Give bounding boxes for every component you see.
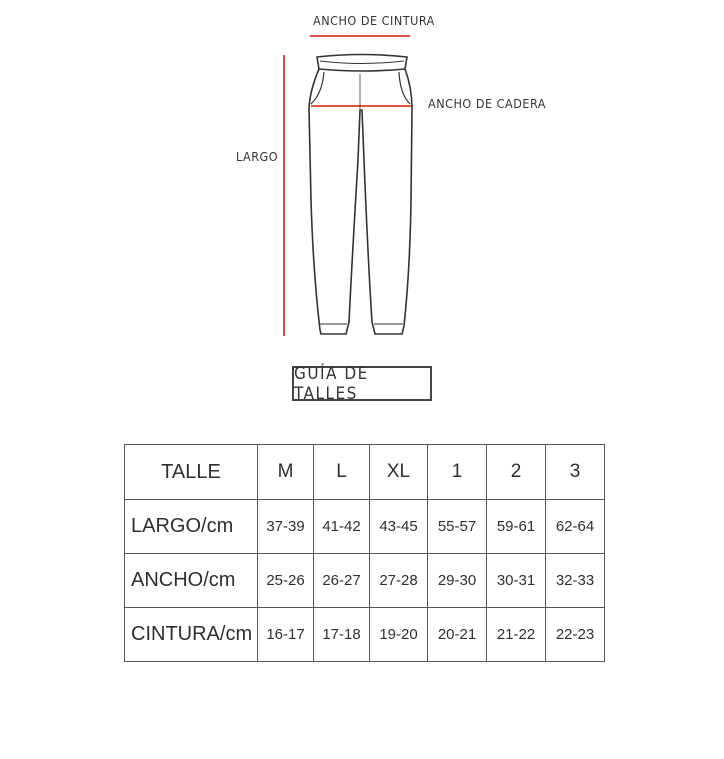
table-row bbox=[125, 608, 605, 662]
table-header-row bbox=[125, 445, 605, 500]
size-header-3: 3 bbox=[546, 445, 605, 500]
table-row bbox=[125, 500, 605, 554]
table-cell: 25-26 bbox=[258, 554, 314, 608]
size-table bbox=[124, 444, 605, 662]
table-row bbox=[125, 554, 605, 608]
table-cell: 32-33 bbox=[546, 554, 605, 608]
table-cell: 29-30 bbox=[428, 554, 487, 608]
size-header-l: L bbox=[314, 445, 370, 500]
table-cell: 26-27 bbox=[314, 554, 370, 608]
table-cell: 16-17 bbox=[258, 608, 314, 662]
table-cell: 17-18 bbox=[314, 608, 370, 662]
size-header-m: M bbox=[258, 445, 314, 500]
table-cell: 19-20 bbox=[370, 608, 428, 662]
row-label-cintura: CINTURA/cm bbox=[125, 608, 258, 662]
table-cell: 30-31 bbox=[487, 554, 546, 608]
size-guide-title: GUÍA DE TALLES bbox=[294, 363, 369, 404]
hip-width-label: ANCHO DE CADERA bbox=[428, 96, 546, 111]
table-cell: 27-28 bbox=[370, 554, 428, 608]
table-cell: 37-39 bbox=[258, 500, 314, 554]
size-header-1: 1 bbox=[428, 445, 487, 500]
table-cell: 22-23 bbox=[546, 608, 605, 662]
size-guide-title-box bbox=[292, 363, 432, 404]
size-header-xl: XL bbox=[370, 445, 428, 500]
table-cell: 20-21 bbox=[428, 608, 487, 662]
table-cell: 59-61 bbox=[487, 500, 546, 554]
table-cell: 55-57 bbox=[428, 500, 487, 554]
table-cell: 43-45 bbox=[370, 500, 428, 554]
size-header-2: 2 bbox=[487, 445, 546, 500]
row-label-ancho: ANCHO/cm bbox=[125, 554, 258, 608]
pants-outline-icon bbox=[0, 0, 724, 360]
row-label-largo: LARGO/cm bbox=[125, 500, 258, 554]
table-cell: 62-64 bbox=[546, 500, 605, 554]
length-label: LARGO bbox=[236, 149, 279, 164]
waist-width-label: ANCHO DE CINTURA bbox=[313, 13, 435, 28]
table-cell: 21-22 bbox=[487, 608, 546, 662]
table-cell: 41-42 bbox=[314, 500, 370, 554]
table-corner-label: TALLE bbox=[125, 445, 258, 500]
